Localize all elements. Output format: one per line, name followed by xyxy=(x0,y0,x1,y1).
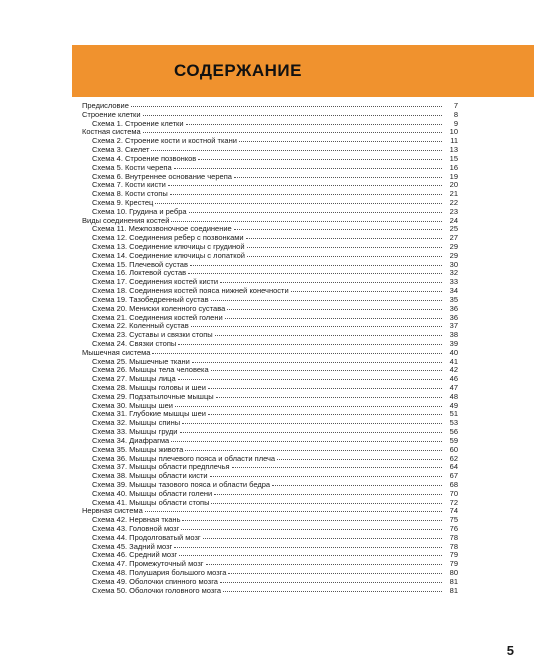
toc-entry-page: 39 xyxy=(449,338,458,348)
toc-entry-label: Схема 19. Тазобедренный сустав xyxy=(92,294,209,304)
toc-entry-label: Схема 12. Соединения ребер с позвонками xyxy=(92,233,244,243)
dot-leader xyxy=(291,285,442,292)
page-number: 5 xyxy=(506,643,514,658)
toc-entry-page: 13 xyxy=(449,145,458,155)
toc-entry-label: Виды соединения костей xyxy=(82,215,170,225)
toc-entry-page: 53 xyxy=(449,418,458,428)
dot-leader xyxy=(188,267,442,274)
dot-leader xyxy=(208,382,442,389)
toc-entry-page: 38 xyxy=(449,330,458,340)
dot-leader xyxy=(227,303,442,310)
toc-entry-label: Схема 30. Мышцы шеи xyxy=(92,400,173,410)
toc-entry-label: Костная система xyxy=(82,127,141,137)
toc-entry-label: Схема 8. Кости стопы xyxy=(92,189,168,199)
toc-entry-label: Схема 43. Головной мозг xyxy=(92,524,180,533)
toc-entry-page: 46 xyxy=(449,374,458,384)
dot-leader xyxy=(178,338,442,345)
dot-leader xyxy=(208,408,442,415)
toc-entry-label: Схема 44. Продолговатый мозг xyxy=(92,532,201,542)
dot-leader xyxy=(182,417,442,424)
dot-leader xyxy=(216,391,442,398)
toc-entry-page: 20 xyxy=(449,180,458,190)
toc-entry-label: Схема 6. Внутреннее основание черепа xyxy=(92,171,232,181)
toc-entry-label: Схема 42. Нервная ткань xyxy=(92,515,181,525)
toc-entry-label: Схема 3. Скелет xyxy=(92,145,150,155)
dot-leader xyxy=(247,250,442,257)
dot-leader xyxy=(211,364,442,371)
toc-entry-page: 79 xyxy=(449,550,458,560)
toc-entry-page: 11 xyxy=(450,136,458,146)
dot-leader xyxy=(246,232,442,239)
dot-leader xyxy=(277,453,442,460)
dot-leader xyxy=(232,461,442,468)
toc-entry-page: 22 xyxy=(449,197,458,207)
toc-entry-label: Схема 13. Соединение ключицы с грудиной xyxy=(92,242,245,251)
toc-entry-page: 36 xyxy=(449,312,458,322)
toc-entry-label: Схема 11. Межпозвоночное соединение xyxy=(92,224,232,234)
toc-entry-label: Схема 47. Промежуточный мозг xyxy=(92,559,204,569)
dot-leader xyxy=(155,197,442,204)
toc-entry-label: Схема 34. Диафрагма xyxy=(92,435,170,445)
dot-leader xyxy=(214,488,442,495)
toc-entry-label: Схема 24. Связки стопы xyxy=(92,338,177,348)
toc-entry-label: Схема 35. Мышцы живота xyxy=(92,444,184,454)
dot-leader xyxy=(131,100,442,107)
toc-entry-page: 24 xyxy=(449,215,458,225)
toc-entry-page: 25 xyxy=(449,224,458,234)
toc-entry-page: 15 xyxy=(449,153,458,163)
toc-entry-page: 47 xyxy=(449,383,458,392)
dot-leader xyxy=(198,153,442,160)
toc-entry-page: 21 xyxy=(449,189,458,199)
toc-entry-page: 81 xyxy=(449,576,458,586)
dot-leader xyxy=(174,162,442,169)
dot-leader xyxy=(145,505,442,512)
toc-entry-label: Схема 7. Кости кисти xyxy=(92,180,166,190)
dot-leader xyxy=(175,400,442,407)
dot-leader xyxy=(211,294,442,301)
dot-leader xyxy=(220,576,442,583)
toc-entry-label: Схема 15. Плечевой сустав xyxy=(92,259,188,269)
dot-leader xyxy=(151,144,442,151)
dot-leader xyxy=(170,188,442,195)
toc-entry-label: Схема 41. Мышцы области стопы xyxy=(92,497,210,507)
toc-entry-page: 19 xyxy=(449,171,458,181)
toc-entry-label: Схема 20. Мениски коленного сустава xyxy=(92,303,226,313)
toc-entry-page: 30 xyxy=(449,259,458,269)
toc-entry-label: Схема 23. Суставы и связки стопы xyxy=(92,330,213,340)
toc-entry-label: Схема 48. Полушария большого мозга xyxy=(92,568,227,578)
toc-entry-page: 40 xyxy=(449,347,458,357)
dot-leader xyxy=(220,276,442,283)
toc-entry-label: Строение клетки xyxy=(82,109,141,119)
toc-entry-label: Схема 17. Соединения костей кисти xyxy=(92,277,219,287)
toc-entry-label: Схема 38. Мышцы области кисти xyxy=(92,471,208,481)
page-title: СОДЕРЖАНИЕ xyxy=(174,61,302,80)
toc-entry-label: Схема 45. Задний мозг xyxy=(92,541,173,551)
toc-entry-label: Схема 36. Мышцы плечевого пояса и области плеча xyxy=(92,453,276,463)
dot-leader xyxy=(143,126,442,133)
toc-entry-label: Схема 49. Оболочки спинного мозга xyxy=(92,576,218,586)
dot-leader xyxy=(174,541,442,548)
dot-leader xyxy=(152,347,442,354)
toc-entry-page: 78 xyxy=(449,541,458,551)
toc-entry-label: Схема 16. Локтевой сустав xyxy=(92,268,187,278)
toc-entry-label: Схема 10. Грудина и ребра xyxy=(92,206,187,216)
toc-entry-label: Схема 25. Мышечные ткани xyxy=(92,356,190,366)
toc-entry-label: Схема 37. Мышцы области предплечья xyxy=(92,462,230,472)
dot-leader xyxy=(185,444,442,451)
toc-entry-label: Схема 39. Мышцы тазового пояса и области бедра xyxy=(92,479,271,489)
toc-entry-page: 80 xyxy=(449,568,458,578)
toc-entry-page: 37 xyxy=(449,321,458,331)
toc-entry-page: 41 xyxy=(449,356,458,366)
dot-leader xyxy=(182,514,442,521)
dot-leader xyxy=(225,312,442,319)
dot-leader xyxy=(143,109,442,116)
toc-entry-label: Схема 26. Мышцы тела человека xyxy=(92,365,209,375)
toc-entry-page: 56 xyxy=(449,427,458,437)
toc-entry-page: 36 xyxy=(449,303,458,313)
toc-entry-page: 32 xyxy=(449,268,458,278)
toc-entry-page: 60 xyxy=(449,444,458,454)
toc-entry-page: 9 xyxy=(453,118,458,128)
toc-entry-page: 7 xyxy=(453,101,458,110)
dot-leader xyxy=(211,497,442,504)
toc-entry-page: 81 xyxy=(449,585,458,595)
toc-entry-page: 68 xyxy=(449,479,458,489)
toc-entry-label: Схема 28. Мышцы головы и шеи xyxy=(92,383,206,392)
toc-entry-label: Схема 32. Мышцы спины xyxy=(92,418,181,428)
toc-entry-page: 10 xyxy=(449,127,458,137)
toc-entry-label: Схема 33. Мышцы груди xyxy=(92,427,178,437)
toc-entry-label: Схема 5. Кости черепа xyxy=(92,162,172,172)
toc-entry-label: Схема 40. Мышцы области голени xyxy=(92,488,213,498)
toc-entry-page: 74 xyxy=(449,506,458,516)
dot-leader xyxy=(203,532,442,539)
toc-entry-page: 49 xyxy=(449,400,458,410)
toc-entry-page: 51 xyxy=(449,409,458,419)
toc-entry-label: Схема 50. Оболочки головного мозга xyxy=(92,585,221,595)
dot-leader xyxy=(210,470,442,477)
dot-leader xyxy=(215,329,442,336)
toc-entry-page: 8 xyxy=(453,109,458,119)
toc-entry-label: Схема 1. Строение клетки xyxy=(92,118,184,128)
dot-leader xyxy=(192,356,442,363)
toc-entry-label: Схема 18. Соединения костей пояса нижней конечности xyxy=(92,286,289,296)
toc-entry-label: Предисловие xyxy=(82,101,129,110)
dot-leader xyxy=(223,585,442,592)
toc-entry-page: 35 xyxy=(449,294,458,304)
dot-leader xyxy=(228,567,442,574)
dot-leader xyxy=(178,373,442,380)
toc-entry-page: 64 xyxy=(449,462,458,472)
toc-entry-page: 27 xyxy=(449,233,458,243)
toc-entry-label: Схема 9. Крестец xyxy=(92,197,154,207)
toc-entry-page: 67 xyxy=(449,471,458,481)
toc-entry-page: 59 xyxy=(449,435,458,445)
toc-entry xyxy=(82,586,458,595)
toc-entry-page: 29 xyxy=(449,250,458,260)
toc-entry-label: Схема 22. Коленный сустав xyxy=(92,321,189,331)
toc-entry-page: 42 xyxy=(449,365,458,375)
dot-leader xyxy=(171,435,442,442)
toc-entry-label: Схема 4. Строение позвонков xyxy=(92,153,197,163)
toc-entry-label: Схема 14. Соединение ключицы с лопаткой xyxy=(92,250,245,260)
dot-leader xyxy=(180,426,443,433)
toc-entry-page: 78 xyxy=(449,532,458,542)
dot-leader xyxy=(247,241,442,248)
toc-entry-page: 29 xyxy=(449,242,458,251)
toc-entry-label: Схема 27. Мышцы лица xyxy=(92,374,176,384)
dot-leader xyxy=(171,215,442,222)
toc-entry-page: 70 xyxy=(449,488,458,498)
dot-leader xyxy=(168,179,442,186)
table-of-contents xyxy=(82,101,458,595)
toc-entry-label: Схема 29. Подзатылочные мышцы xyxy=(92,391,214,401)
dot-leader xyxy=(191,320,442,327)
toc-entry-label: Схема 21. Соединения костей голени xyxy=(92,312,223,322)
dot-leader xyxy=(186,118,442,125)
dot-leader xyxy=(234,223,442,230)
dot-leader xyxy=(239,135,442,142)
toc-entry-label: Схема 31. Глубокие мышцы шеи xyxy=(92,409,206,419)
toc-entry-label: Схема 46. Средний мозг xyxy=(92,550,178,560)
dot-leader xyxy=(179,549,442,556)
toc-entry-label: Мышечная система xyxy=(82,347,151,357)
toc-entry-page: 23 xyxy=(449,206,458,216)
toc-entry-page: 79 xyxy=(449,559,458,569)
toc-entry-page: 72 xyxy=(449,497,458,507)
dot-leader xyxy=(181,523,442,530)
toc-entry-page: 34 xyxy=(449,286,458,296)
dot-leader xyxy=(272,479,442,486)
dot-leader xyxy=(206,558,443,565)
dot-leader xyxy=(234,171,442,178)
dot-leader xyxy=(190,259,442,266)
toc-entry-page: 76 xyxy=(449,524,458,533)
toc-entry-page: 16 xyxy=(449,162,458,172)
dot-leader xyxy=(189,206,442,213)
toc-entry-page: 62 xyxy=(449,453,458,463)
toc-entry-page: 48 xyxy=(449,391,458,401)
toc-entry-label: Схема 2. Строение кости и костной ткани xyxy=(92,136,237,146)
toc-entry-page: 33 xyxy=(449,277,458,287)
toc-entry-label: Нервная система xyxy=(82,506,143,516)
toc-entry-page: 75 xyxy=(449,515,458,525)
